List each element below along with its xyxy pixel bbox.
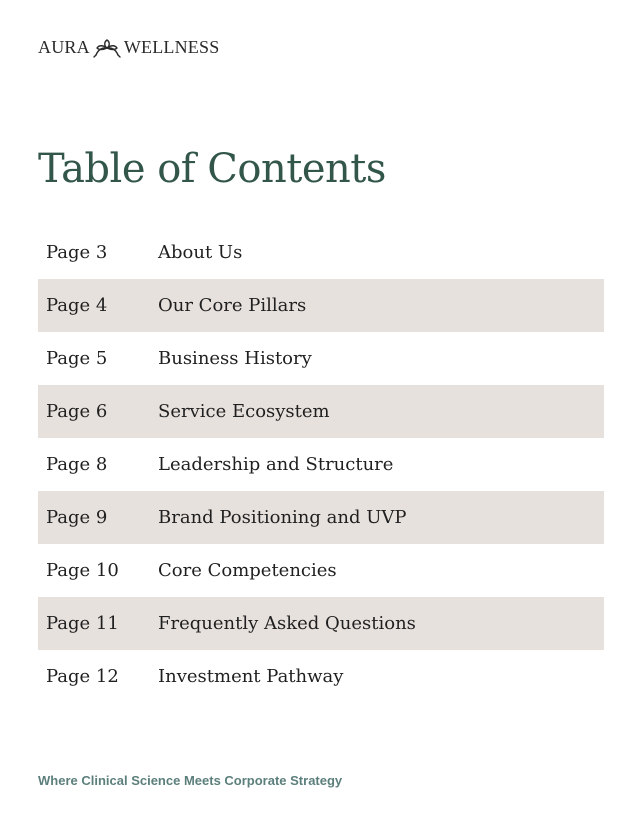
lotus-hands-icon [93, 36, 121, 58]
page-title: Table of Contents [38, 146, 386, 192]
toc-page-number: Page 9 [46, 507, 108, 528]
toc-row[interactable] [38, 226, 604, 279]
toc-section-label: Brand Positioning and UVP [158, 507, 407, 528]
toc-page-number: Page 4 [46, 295, 108, 316]
toc-section-label: About Us [158, 242, 243, 263]
toc-row[interactable] [38, 438, 604, 491]
toc-section-label: Our Core Pillars [158, 295, 307, 316]
brand-logo [38, 35, 219, 59]
toc-section-label: Service Ecosystem [158, 401, 330, 422]
toc-page-number: Page 11 [46, 613, 119, 634]
toc-row[interactable] [38, 544, 604, 597]
toc-row[interactable] [38, 491, 604, 544]
toc-row[interactable] [38, 332, 604, 385]
brand-left-word: AURA [38, 36, 90, 57]
toc-page-number: Page 8 [46, 454, 108, 475]
toc-section-label: Investment Pathway [158, 666, 344, 687]
toc-row[interactable] [38, 597, 604, 650]
toc-section-label: Leadership and Structure [158, 454, 394, 475]
toc-page-number: Page 5 [46, 348, 108, 369]
toc-section-label: Frequently Asked Questions [158, 613, 416, 634]
toc-page-number: Page 10 [46, 560, 119, 581]
table-of-contents [38, 226, 604, 703]
toc-page-number: Page 6 [46, 401, 108, 422]
toc-page-number: Page 3 [46, 242, 108, 263]
toc-section-label: Business History [158, 348, 312, 369]
toc-row[interactable] [38, 385, 604, 438]
toc-row[interactable] [38, 650, 604, 703]
footer-tagline: Where Clinical Science Meets Corporate Strategy [38, 773, 343, 788]
toc-row[interactable] [38, 279, 604, 332]
toc-section-label: Core Competencies [158, 560, 337, 581]
toc-page-number: Page 12 [46, 666, 119, 687]
brand-right-word: WELLNESS [123, 36, 220, 57]
